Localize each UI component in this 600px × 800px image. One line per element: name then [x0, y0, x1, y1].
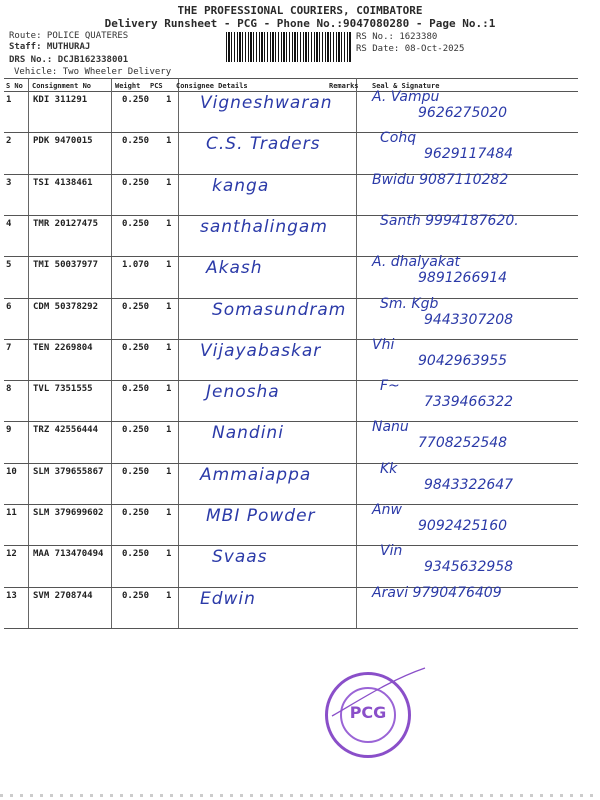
seal-signature: Bwidu 9087110282	[372, 171, 509, 188]
row-rule	[4, 463, 578, 464]
consignee-name: Vigneshwaran	[200, 93, 333, 113]
consignment-cell: PDK 9470015	[33, 136, 93, 147]
seal-phone: 9843322647	[424, 476, 514, 493]
seal-phone: 7708252548	[418, 435, 508, 452]
runsheet-subtitle: Delivery Runsheet - PCG - Phone No.:9047080280 - Page No.:1	[104, 17, 496, 30]
consignee-name: C.S. Traders	[206, 134, 321, 155]
row-rule	[4, 339, 578, 340]
pcs-cell: 1	[166, 590, 172, 601]
pcs-cell: 1	[166, 425, 172, 436]
consignment-cell: TEN 2269804	[33, 342, 93, 353]
consignment-cell: TSI 4138461	[33, 177, 93, 188]
seal-phone: 9042963955	[418, 352, 508, 369]
sno-cell: 1	[6, 95, 12, 105]
rs-number: RS No.: 1623380	[356, 32, 438, 42]
weight-cell: 0.250	[122, 95, 150, 105]
row-rule	[4, 298, 578, 299]
consignee-name: Edwin	[200, 588, 256, 609]
seal-phone: 9345632958	[424, 559, 514, 576]
consignee-name: Somasundram	[212, 299, 347, 320]
consignment-cell: TVL 7351555	[33, 384, 93, 395]
consignment-cell: CDM 50378292	[33, 301, 99, 312]
row-rule	[4, 545, 578, 546]
pcs-cell: 1	[166, 549, 172, 560]
pcs-cell: 1	[166, 342, 172, 353]
seal-signature: Vhi	[372, 336, 395, 353]
weight-cell: 0.250	[122, 342, 150, 353]
sno-cell: 8	[6, 384, 12, 395]
seal-signature: Aravi 9790476409	[372, 584, 502, 601]
seal-phone: 9443307208	[424, 311, 514, 328]
sno-cell: 6	[6, 301, 12, 312]
consignee-name: MBI Powder	[206, 506, 316, 526]
sno-cell: 4	[6, 218, 12, 229]
header-bottom-rule	[4, 91, 578, 92]
weight-cell: 1.070	[122, 260, 150, 271]
pcs-cell: 1	[166, 218, 172, 229]
consignment-cell: TMR 20127475	[33, 218, 99, 229]
seal-phone: 9626275020	[418, 105, 508, 121]
sno-cell: 11	[6, 508, 17, 518]
weight-cell: 0.250	[122, 177, 150, 188]
consignment-cell: SVM 2708744	[33, 590, 93, 601]
staff-label: Staff: MUTHURAJ	[9, 42, 91, 52]
weight-cell: 0.250	[122, 218, 150, 229]
th-weight: Weight	[115, 82, 141, 90]
route-label: Route: POLICE QUATERES	[9, 31, 129, 41]
weight-cell: 0.250	[122, 590, 150, 601]
row-rule	[4, 504, 578, 505]
consignee-name: kanga	[212, 175, 270, 196]
pcs-cell: 1	[166, 177, 172, 188]
footer-dots	[0, 794, 600, 797]
seal-signature: A. Vampu	[372, 89, 440, 105]
sno-cell: 9	[6, 425, 12, 436]
sno-cell: 3	[6, 177, 12, 188]
drs-number: DRS No.: DCJB162338001	[9, 55, 129, 65]
pcs-cell: 1	[166, 384, 172, 395]
pcs-cell: 1	[166, 260, 172, 271]
pcs-cell: 1	[166, 466, 172, 477]
consignee-name: Akash	[206, 258, 263, 279]
row-rule	[4, 132, 578, 133]
consignee-name: Ammaiappa	[200, 464, 312, 485]
sno-cell: 12	[6, 549, 17, 560]
seal-phone: 7339466322	[424, 394, 514, 411]
weight-cell: 0.250	[122, 508, 150, 518]
sno-cell: 10	[6, 466, 17, 477]
row-rule	[4, 380, 578, 381]
vehicle-label: Vehicle: Two Wheeler Delivery	[14, 67, 172, 77]
sno-cell: 5	[6, 260, 12, 271]
weight-cell: 0.250	[122, 425, 150, 436]
weight-cell: 0.250	[122, 301, 150, 312]
stamp-text: PCG	[349, 703, 387, 722]
seal-phone: 9629117484	[424, 146, 514, 163]
seal-signature: Santh 9994187620.	[380, 212, 519, 229]
stamp-signature-stroke	[330, 660, 430, 720]
company-title: THE PROFESSIONAL COURIERS, COIMBATORE	[177, 4, 423, 17]
seal-signature: Vin	[380, 543, 403, 560]
consignee-name: santhalingam	[200, 216, 328, 237]
consignee-name: Svaas	[212, 547, 268, 568]
sno-cell: 2	[6, 136, 12, 147]
consignment-cell: SLM 379699602	[33, 508, 104, 518]
pcs-cell: 1	[166, 95, 172, 105]
seal-signature: Anw	[372, 502, 402, 518]
consignment-cell: TRZ 42556444	[33, 425, 99, 436]
weight-cell: 0.250	[122, 549, 150, 560]
seal-signature: A. dhalyakat	[372, 254, 461, 271]
consignee-name: Nandini	[212, 423, 284, 444]
rs-date: RS Date: 08-Oct-2025	[356, 44, 465, 54]
sno-cell: 13	[6, 590, 17, 601]
row-rule	[4, 421, 578, 422]
header-top-rule	[4, 78, 578, 79]
consignee-name: Jenosha	[206, 382, 280, 403]
row-rule	[4, 628, 578, 629]
pcs-cell: 1	[166, 508, 172, 518]
th-sno: S No	[6, 82, 23, 90]
consignee-name: Vijayabaskar	[200, 340, 322, 361]
th-pcs: PCS	[150, 82, 163, 90]
weight-cell: 0.250	[122, 466, 150, 477]
seal-phone: 9891266914	[418, 270, 508, 287]
weight-cell: 0.250	[122, 384, 150, 395]
seal-signature: Nanu	[372, 419, 409, 436]
th-consignee: Consignee Details	[176, 82, 248, 90]
row-rule	[4, 256, 578, 257]
consignment-cell: KDI 311291	[33, 95, 88, 105]
seal-signature: Cohq	[380, 130, 417, 147]
weight-cell: 0.250	[122, 136, 150, 147]
th-remarks: Remarks	[329, 82, 359, 90]
consignment-cell: MAA 713470494	[33, 549, 104, 560]
th-seal: Seal & Signature	[372, 82, 440, 90]
consignment-cell: TMI 50037977	[33, 260, 99, 271]
sno-cell: 7	[6, 342, 12, 353]
consignment-cell: SLM 379655867	[33, 466, 104, 477]
seal-signature: Sm. Kgb	[380, 295, 439, 312]
pcs-cell: 1	[166, 301, 172, 312]
seal-phone: 9092425160	[418, 518, 508, 534]
th-consignment: Consignment No	[32, 82, 92, 90]
seal-signature: F~	[380, 378, 400, 395]
pcs-cell: 1	[166, 136, 172, 147]
barcode	[226, 32, 352, 62]
seal-signature: Kk	[380, 460, 398, 477]
